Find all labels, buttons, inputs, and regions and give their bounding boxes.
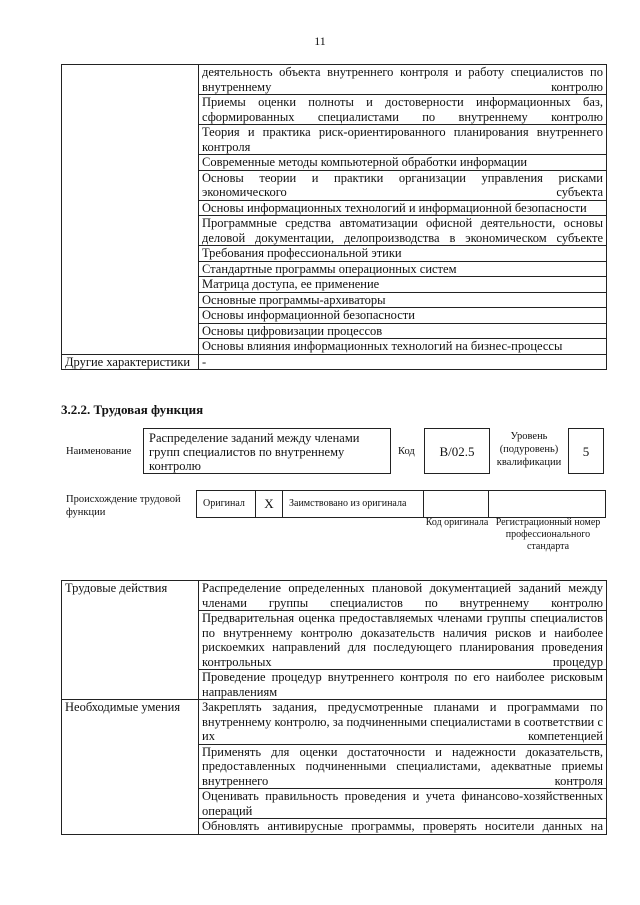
other-characteristics-label: Другие характеристики <box>62 354 199 370</box>
knowledge-table <box>61 64 607 370</box>
knowledge-item: Основы цифровизации процессов <box>199 323 607 339</box>
skill-item: Обновлять антивирусные программы, проверять носители данных на <box>199 819 607 835</box>
registration-number-caption: Регистрационный номер профессионального стандарта <box>495 517 601 552</box>
original-code-cell <box>423 490 489 518</box>
other-characteristics-value: - <box>199 354 607 370</box>
origin-label: Происхождение трудовой функции <box>66 494 181 518</box>
knowledge-item: Матрица доступа, ее применение <box>199 277 607 293</box>
knowledge-item: деятельность объекта внутреннего контроля и работу специалистов по внутреннему контролю <box>199 65 607 95</box>
qualification-level-box: 5 <box>568 428 604 474</box>
knowledge-item: Приемы оценки полноты и достоверности информационных баз, сформированных специалистами по внутреннему контролю <box>199 95 607 125</box>
action-item: Предварительная оценка предоставляемых членами группы специалистов по внутреннему контролю доказательств наличия рисков и наиболее рискоемких направлений для последующего планирования проведения контрольных процедур <box>199 611 607 670</box>
original-code-caption: Код оригинала <box>425 517 489 528</box>
knowledge-item: Современные методы компьютерной обработки информации <box>199 155 607 171</box>
knowledge-item: Основы информационных технологий и информационной безопасности <box>199 200 607 216</box>
skill-item: Применять для оценки достаточности и надежности доказательств, предоставленных подчиненными специалистами, адекватные приемы внутреннего контроля <box>199 744 607 789</box>
knowledge-item: Программные средства автоматизации офисной деятельности, основы деловой документации, делопроизводства в экономическом субъекте <box>199 216 607 246</box>
code-label: Код <box>398 446 415 457</box>
name-label: Наименование <box>66 446 132 457</box>
registration-number-cell <box>488 490 606 518</box>
knowledge-item: Основные программы-архиваторы <box>199 292 607 308</box>
level-label: Уровень (подуровень) квалификации <box>496 431 562 468</box>
knowledge-item: Основы теории и практики организации управления рисками экономического субъекта <box>199 170 607 200</box>
function-name-box: Распределение заданий между членами групп специалистов по внутреннему контролю <box>143 428 391 474</box>
original-cell: Оригинал <box>196 490 256 518</box>
table-row <box>62 581 607 611</box>
action-item: Проведение процедур внутреннего контроля по его наиболее рисковым направлениям <box>199 670 607 700</box>
knowledge-item: Теория и практика риск-ориентированного планирования внутреннего контроля <box>199 125 607 155</box>
knowledge-item: Требования профессиональной этики <box>199 246 607 262</box>
skill-item: Закреплять задания, предусмотренные планами и программами по внутреннему контролю, за подчиненными специалистами в соответствии с их компетенцией <box>199 700 607 745</box>
borrowed-cell: Заимствовано из оригинала <box>282 490 424 518</box>
table-row <box>62 354 607 370</box>
required-skills-label: Необходимые умения <box>62 700 199 835</box>
table-row <box>62 700 607 745</box>
function-code-box: B/02.5 <box>424 428 490 474</box>
knowledge-item: Основы влияния информационных технологий на бизнес-процессы <box>199 339 607 355</box>
knowledge-item: Основы информационной безопасности <box>199 308 607 324</box>
original-mark: X <box>255 490 283 518</box>
labor-actions-table <box>61 580 607 835</box>
section-heading: 3.2.2. Трудовая функция <box>61 402 204 417</box>
table-row <box>62 65 607 95</box>
action-item: Распределение определенных плановой документацией заданий между членами группы специалистов по внутреннему контролю <box>199 581 607 611</box>
knowledge-item: Стандартные программы операционных систем <box>199 261 607 277</box>
skill-item: Оценивать правильность проведения и учета финансово-хозяйственных операций <box>199 789 607 819</box>
labor-actions-label: Трудовые действия <box>62 581 199 700</box>
page-number: 11 <box>314 34 326 48</box>
empty-cell <box>62 65 199 355</box>
